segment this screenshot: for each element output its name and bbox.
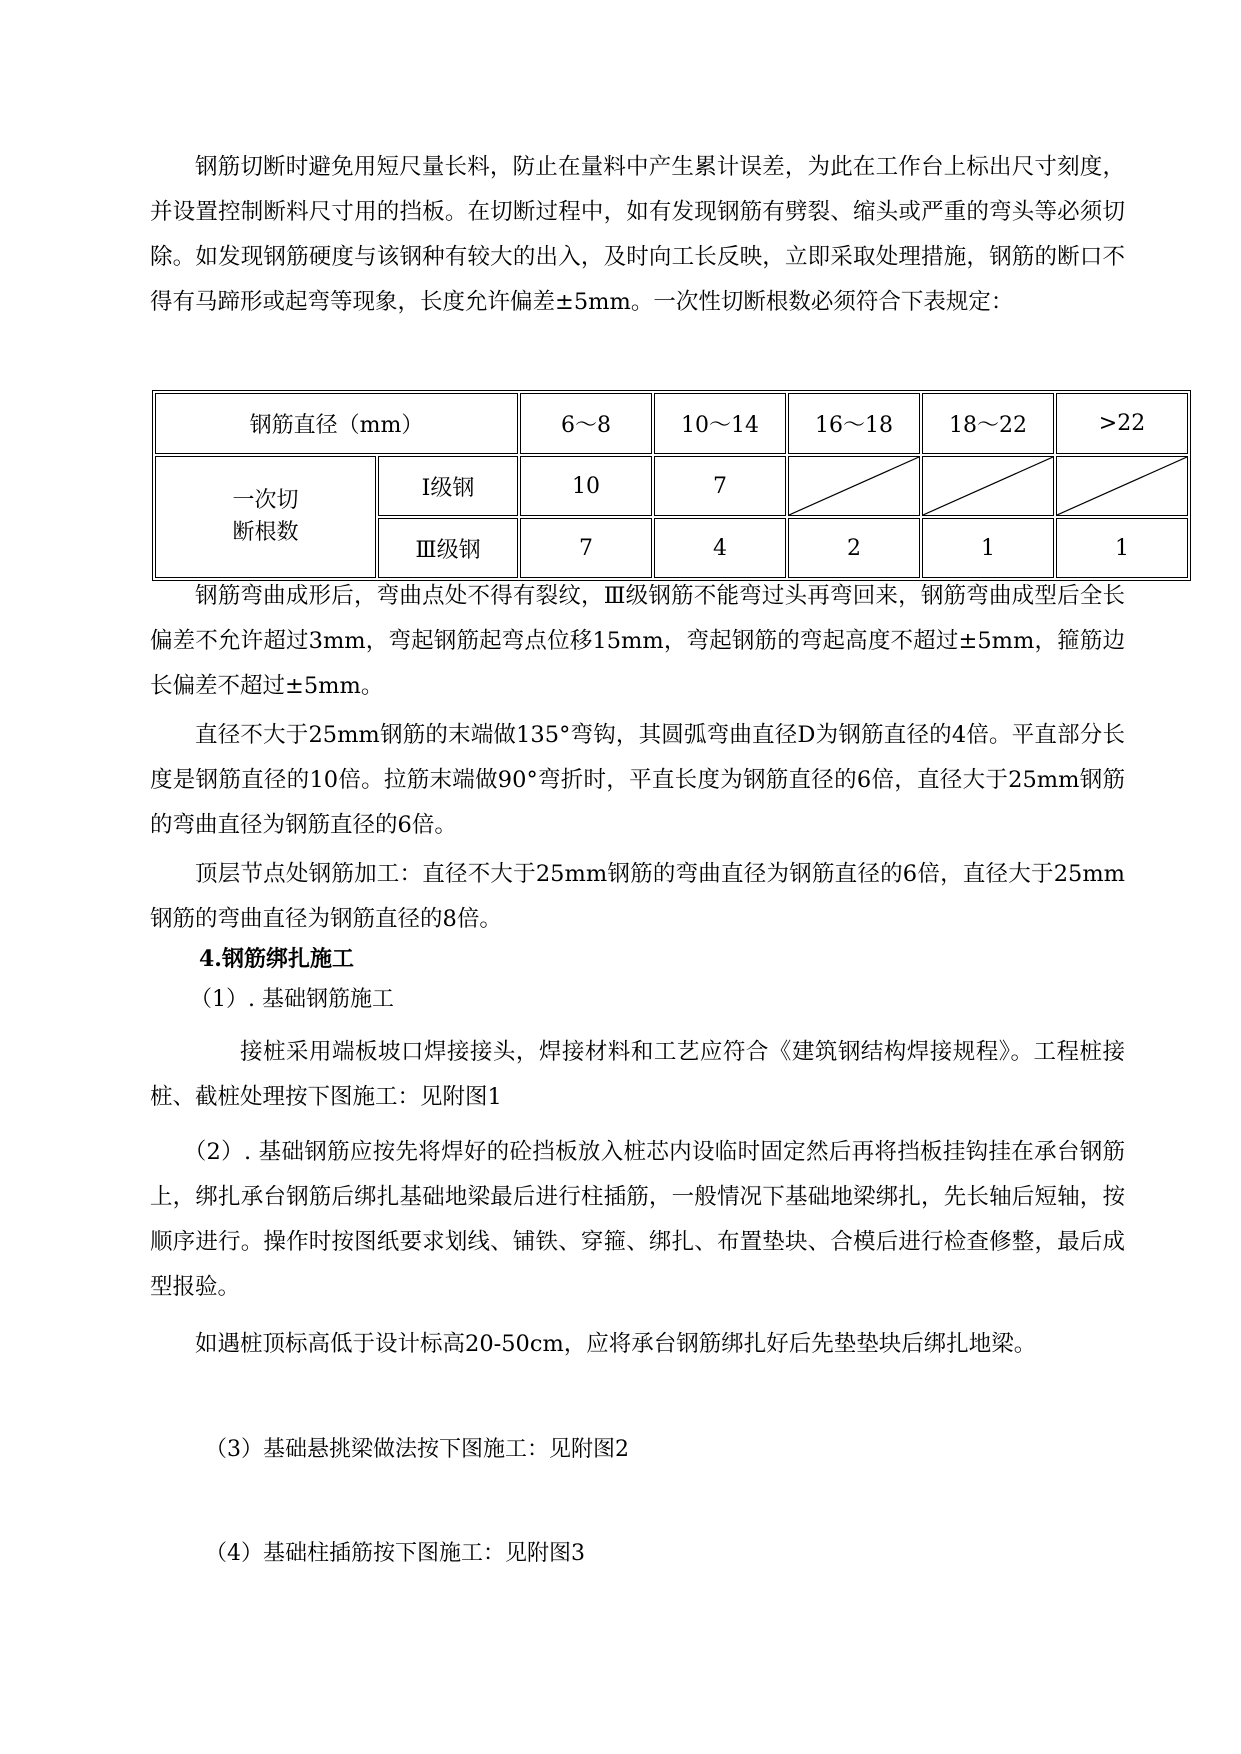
diameter-cell: 16～18 <box>788 393 920 454</box>
paragraph-hook: 直径不大于25mm钢筋的末端做135°弯钩，其圆弧弯曲直径D为钢筋直径的4倍。平直部分长度是钢筋直径的10倍。拉筋末端做90°弯折时，平直长度为钢筋直径的6倍，直径大于25mm钢筋的弯曲直径为钢筋直径的6倍。 <box>150 722 1125 838</box>
subsection-1: （1）. 基础钢筋施工 <box>190 987 394 1012</box>
subsection-3: （3）基础悬挑梁做法按下图施工：见附图2 <box>205 1437 629 1462</box>
paragraph-pile-top: 如遇桩顶标高低于设计标高20-50cm，应将承台钢筋绑扎好后先垫垫块后绑扎地梁。 <box>195 1331 1037 1357</box>
grade1-label: Ⅰ级钢 <box>378 456 518 516</box>
grade3-value: 1 <box>1056 518 1188 578</box>
grade3-value: 2 <box>788 518 920 578</box>
row-group-label <box>155 456 376 578</box>
diameter-cell: 18～22 <box>922 393 1054 454</box>
row-group-label-line1: 一次切 <box>232 488 299 513</box>
diagonal-empty-cell <box>922 456 1054 516</box>
paragraph-pile-joint: 接桩采用端板坡口焊接接头，焊接材料和工艺应符合《建筑钢结构焊接规程》。工程桩接桩、截桩处理按下图施工：见附图1 <box>150 1039 1125 1110</box>
grade3-value: 4 <box>654 518 786 578</box>
subsection-4: （4）基础柱插筋按下图施工：见附图3 <box>205 1541 585 1566</box>
grade1-value: 7 <box>654 456 786 516</box>
diagonal-empty-cell <box>1056 456 1188 516</box>
grade1-value: 10 <box>520 456 652 516</box>
grade3-value: 1 <box>922 518 1054 578</box>
header-diameter-label: 钢筋直径（mm） <box>155 393 518 454</box>
grade3-value: 7 <box>520 518 652 578</box>
table-header-row <box>155 393 1188 454</box>
grade3-label: Ⅲ级钢 <box>378 518 518 578</box>
cutting-count-table <box>152 390 1191 581</box>
paragraph-bending: 钢筋弯曲成形后，弯曲点处不得有裂纹，Ⅲ级钢筋不能弯过头再弯回来，钢筋弯曲成型后全长偏差不允许超过3mm，弯起钢筋起弯点位移15mm，弯起钢筋的弯起高度不超过±5mm，箍筋边长偏差不超过±5mm。 <box>150 583 1125 699</box>
diameter-cell: 6～8 <box>520 393 652 454</box>
diameter-cell: 10～14 <box>654 393 786 454</box>
paragraph-cutting: 钢筋切断时避免用短尺量长料，防止在量料中产生累计误差，为此在工作台上标出尺寸刻度，并设置控制断料尺寸用的挡板。在切断过程中，如有发现钢筋有劈裂、缩头或严重的弯头等必须切除。如发现钢筋硬度与该钢种有较大的出入，及时向工长反映，立即采取处理措施，钢筋的断口不得有马蹄形或起弯等现象，长度允许偏差±5mm。一次性切断根数必须符合下表规定： <box>150 154 1125 315</box>
row-group-label-line2: 断根数 <box>232 520 299 545</box>
table-row-grade1 <box>155 456 1188 516</box>
section-heading: 4.钢筋绑扎施工 <box>199 946 354 972</box>
diameter-cell: >22 <box>1056 393 1188 454</box>
paragraph-top-node: 顶层节点处钢筋加工：直径不大于25mm钢筋的弯曲直径为钢筋直径的6倍，直径大于25mm钢筋的弯曲直径为钢筋直径的8倍。 <box>150 861 1125 932</box>
paragraph-foundation-rebar: （2）. 基础钢筋应按先将焊好的砼挡板放入桩芯内设临时固定然后再将挡板挂钩挂在承台钢筋上，绑扎承台钢筋后绑扎基础地梁最后进行柱插筋，一般情况下基础地梁绑扎，先长轴后短轴，按顺序进行。操作时按图纸要求划线、铺铁、穿箍、绑扎、布置垫块、合模后进行检查修整，最后成型报验。 <box>150 1139 1125 1300</box>
diagonal-empty-cell <box>788 456 920 516</box>
